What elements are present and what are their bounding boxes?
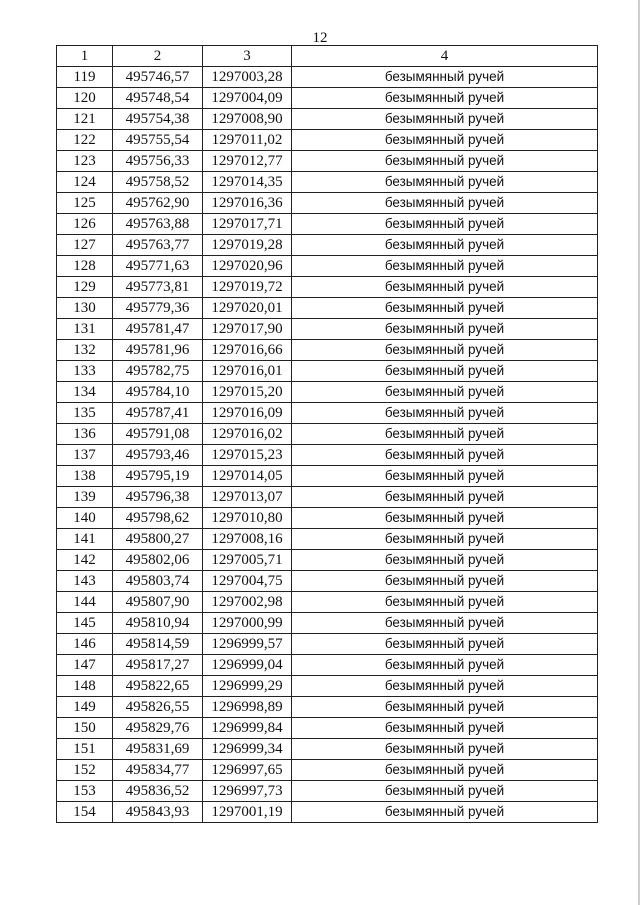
table-row bbox=[57, 508, 598, 529]
table-row bbox=[57, 655, 598, 676]
x-coordinate-cell: 495746,57 bbox=[113, 67, 203, 88]
table-row bbox=[57, 382, 598, 403]
table-row bbox=[57, 193, 598, 214]
y-coordinate-cell: 1297019,28 bbox=[203, 235, 292, 256]
x-coordinate-cell: 495758,52 bbox=[113, 172, 203, 193]
description-cell: безымянный ручей bbox=[292, 739, 598, 760]
description-cell: безымянный ручей bbox=[292, 466, 598, 487]
table-row bbox=[57, 676, 598, 697]
description-cell: безымянный ручей bbox=[292, 277, 598, 298]
x-coordinate-cell: 495843,93 bbox=[113, 802, 203, 823]
y-coordinate-cell: 1297016,01 bbox=[203, 361, 292, 382]
x-coordinate-cell: 495795,19 bbox=[113, 466, 203, 487]
table-row bbox=[57, 361, 598, 382]
y-coordinate-cell: 1297011,02 bbox=[203, 130, 292, 151]
description-cell: безымянный ручей bbox=[292, 256, 598, 277]
table-body bbox=[57, 67, 598, 823]
description-cell: безымянный ручей bbox=[292, 487, 598, 508]
table-row bbox=[57, 613, 598, 634]
x-coordinate-cell: 495810,94 bbox=[113, 613, 203, 634]
x-coordinate-cell: 495781,96 bbox=[113, 340, 203, 361]
description-cell: безымянный ручей bbox=[292, 403, 598, 424]
y-coordinate-cell: 1296999,04 bbox=[203, 655, 292, 676]
description-cell: безымянный ручей bbox=[292, 193, 598, 214]
table-row bbox=[57, 277, 598, 298]
x-coordinate-cell: 495814,59 bbox=[113, 634, 203, 655]
x-coordinate-cell: 495829,76 bbox=[113, 718, 203, 739]
y-coordinate-cell: 1297016,09 bbox=[203, 403, 292, 424]
x-coordinate-cell: 495791,08 bbox=[113, 424, 203, 445]
column-header-description: 4 bbox=[292, 46, 598, 67]
table-row bbox=[57, 739, 598, 760]
x-coordinate-cell: 495748,54 bbox=[113, 88, 203, 109]
table-row bbox=[57, 529, 598, 550]
y-coordinate-cell: 1297012,77 bbox=[203, 151, 292, 172]
point-number-cell: 137 bbox=[57, 445, 113, 466]
description-cell: безымянный ручей bbox=[292, 214, 598, 235]
x-coordinate-cell: 495773,81 bbox=[113, 277, 203, 298]
table-row bbox=[57, 67, 598, 88]
table-row bbox=[57, 298, 598, 319]
x-coordinate-cell: 495763,77 bbox=[113, 235, 203, 256]
y-coordinate-cell: 1297015,23 bbox=[203, 445, 292, 466]
y-coordinate-cell: 1297017,90 bbox=[203, 319, 292, 340]
description-cell: безымянный ручей bbox=[292, 550, 598, 571]
description-cell: безымянный ручей bbox=[292, 67, 598, 88]
point-number-cell: 153 bbox=[57, 781, 113, 802]
point-number-cell: 124 bbox=[57, 172, 113, 193]
table-header bbox=[57, 46, 598, 67]
point-number-cell: 142 bbox=[57, 550, 113, 571]
y-coordinate-cell: 1297014,35 bbox=[203, 172, 292, 193]
point-number-cell: 141 bbox=[57, 529, 113, 550]
table-row bbox=[57, 634, 598, 655]
y-coordinate-cell: 1296999,84 bbox=[203, 718, 292, 739]
column-header-y: 3 bbox=[203, 46, 292, 67]
y-coordinate-cell: 1296997,65 bbox=[203, 760, 292, 781]
point-number-cell: 119 bbox=[57, 67, 113, 88]
description-cell: безымянный ручей bbox=[292, 88, 598, 109]
point-number-cell: 127 bbox=[57, 235, 113, 256]
point-number-cell: 152 bbox=[57, 760, 113, 781]
y-coordinate-cell: 1297016,02 bbox=[203, 424, 292, 445]
table-row bbox=[57, 256, 598, 277]
y-coordinate-cell: 1297005,71 bbox=[203, 550, 292, 571]
y-coordinate-cell: 1296999,29 bbox=[203, 676, 292, 697]
table-row bbox=[57, 550, 598, 571]
table-row bbox=[57, 214, 598, 235]
point-number-cell: 136 bbox=[57, 424, 113, 445]
x-coordinate-cell: 495803,74 bbox=[113, 571, 203, 592]
header-row bbox=[57, 46, 598, 67]
table-row bbox=[57, 487, 598, 508]
table-row bbox=[57, 172, 598, 193]
column-header-x: 2 bbox=[113, 46, 203, 67]
y-coordinate-cell: 1297001,19 bbox=[203, 802, 292, 823]
y-coordinate-cell: 1297004,09 bbox=[203, 88, 292, 109]
table-row bbox=[57, 151, 598, 172]
x-coordinate-cell: 495800,27 bbox=[113, 529, 203, 550]
point-number-cell: 143 bbox=[57, 571, 113, 592]
point-number-cell: 120 bbox=[57, 88, 113, 109]
point-number-cell: 122 bbox=[57, 130, 113, 151]
point-number-cell: 147 bbox=[57, 655, 113, 676]
description-cell: безымянный ручей bbox=[292, 319, 598, 340]
description-cell: безымянный ручей bbox=[292, 676, 598, 697]
x-coordinate-cell: 495781,47 bbox=[113, 319, 203, 340]
x-coordinate-cell: 495807,90 bbox=[113, 592, 203, 613]
x-coordinate-cell: 495817,27 bbox=[113, 655, 203, 676]
table-row bbox=[57, 718, 598, 739]
x-coordinate-cell: 495836,52 bbox=[113, 781, 203, 802]
table-row bbox=[57, 592, 598, 613]
page-number: 12 bbox=[312, 30, 328, 46]
y-coordinate-cell: 1297010,80 bbox=[203, 508, 292, 529]
description-cell: безымянный ручей bbox=[292, 151, 598, 172]
description-cell: безымянный ручей bbox=[292, 382, 598, 403]
x-coordinate-cell: 495771,63 bbox=[113, 256, 203, 277]
point-number-cell: 139 bbox=[57, 487, 113, 508]
y-coordinate-cell: 1297020,96 bbox=[203, 256, 292, 277]
description-cell: безымянный ручей bbox=[292, 445, 598, 466]
table-row bbox=[57, 130, 598, 151]
description-cell: безымянный ручей bbox=[292, 235, 598, 256]
point-number-cell: 145 bbox=[57, 613, 113, 634]
description-cell: безымянный ручей bbox=[292, 109, 598, 130]
description-cell: безымянный ручей bbox=[292, 592, 598, 613]
x-coordinate-cell: 495796,38 bbox=[113, 487, 203, 508]
point-number-cell: 151 bbox=[57, 739, 113, 760]
table-row bbox=[57, 340, 598, 361]
y-coordinate-cell: 1297000,99 bbox=[203, 613, 292, 634]
point-number-cell: 131 bbox=[57, 319, 113, 340]
table-row bbox=[57, 802, 598, 823]
y-coordinate-cell: 1297016,66 bbox=[203, 340, 292, 361]
point-number-cell: 149 bbox=[57, 697, 113, 718]
point-number-cell: 144 bbox=[57, 592, 113, 613]
x-coordinate-cell: 495754,38 bbox=[113, 109, 203, 130]
y-coordinate-cell: 1297014,05 bbox=[203, 466, 292, 487]
x-coordinate-cell: 495755,54 bbox=[113, 130, 203, 151]
y-coordinate-cell: 1296999,57 bbox=[203, 634, 292, 655]
description-cell: безымянный ручей bbox=[292, 361, 598, 382]
y-coordinate-cell: 1297020,01 bbox=[203, 298, 292, 319]
point-number-cell: 123 bbox=[57, 151, 113, 172]
table-row bbox=[57, 319, 598, 340]
description-cell: безымянный ручей bbox=[292, 718, 598, 739]
table-row bbox=[57, 424, 598, 445]
point-number-cell: 140 bbox=[57, 508, 113, 529]
x-coordinate-cell: 495822,65 bbox=[113, 676, 203, 697]
x-coordinate-cell: 495782,75 bbox=[113, 361, 203, 382]
description-cell: безымянный ручей bbox=[292, 697, 598, 718]
point-number-cell: 126 bbox=[57, 214, 113, 235]
table-row bbox=[57, 781, 598, 802]
table-row bbox=[57, 466, 598, 487]
table-row bbox=[57, 760, 598, 781]
description-cell: безымянный ручей bbox=[292, 571, 598, 592]
table-row bbox=[57, 88, 598, 109]
description-cell: безымянный ручей bbox=[292, 802, 598, 823]
y-coordinate-cell: 1297008,90 bbox=[203, 109, 292, 130]
y-coordinate-cell: 1297015,20 bbox=[203, 382, 292, 403]
point-number-cell: 133 bbox=[57, 361, 113, 382]
description-cell: безымянный ручей bbox=[292, 781, 598, 802]
y-coordinate-cell: 1297008,16 bbox=[203, 529, 292, 550]
point-number-cell: 148 bbox=[57, 676, 113, 697]
y-coordinate-cell: 1297017,71 bbox=[203, 214, 292, 235]
point-number-cell: 121 bbox=[57, 109, 113, 130]
point-number-cell: 150 bbox=[57, 718, 113, 739]
point-number-cell: 128 bbox=[57, 256, 113, 277]
point-number-cell: 146 bbox=[57, 634, 113, 655]
table-row bbox=[57, 571, 598, 592]
table-row bbox=[57, 403, 598, 424]
x-coordinate-cell: 495831,69 bbox=[113, 739, 203, 760]
point-number-cell: 125 bbox=[57, 193, 113, 214]
y-coordinate-cell: 1297019,72 bbox=[203, 277, 292, 298]
description-cell: безымянный ручей bbox=[292, 613, 598, 634]
description-cell: безымянный ручей bbox=[292, 172, 598, 193]
coordinates-table bbox=[56, 45, 598, 823]
description-cell: безымянный ручей bbox=[292, 298, 598, 319]
description-cell: безымянный ручей bbox=[292, 634, 598, 655]
x-coordinate-cell: 495834,77 bbox=[113, 760, 203, 781]
point-number-cell: 138 bbox=[57, 466, 113, 487]
x-coordinate-cell: 495798,62 bbox=[113, 508, 203, 529]
y-coordinate-cell: 1296997,73 bbox=[203, 781, 292, 802]
y-coordinate-cell: 1297004,75 bbox=[203, 571, 292, 592]
x-coordinate-cell: 495787,41 bbox=[113, 403, 203, 424]
point-number-cell: 135 bbox=[57, 403, 113, 424]
table-row bbox=[57, 109, 598, 130]
x-coordinate-cell: 495762,90 bbox=[113, 193, 203, 214]
x-coordinate-cell: 495802,06 bbox=[113, 550, 203, 571]
description-cell: безымянный ручей bbox=[292, 424, 598, 445]
y-coordinate-cell: 1297013,07 bbox=[203, 487, 292, 508]
x-coordinate-cell: 495784,10 bbox=[113, 382, 203, 403]
x-coordinate-cell: 495793,46 bbox=[113, 445, 203, 466]
y-coordinate-cell: 1296998,89 bbox=[203, 697, 292, 718]
description-cell: безымянный ручей bbox=[292, 655, 598, 676]
y-coordinate-cell: 1297016,36 bbox=[203, 193, 292, 214]
description-cell: безымянный ручей bbox=[292, 130, 598, 151]
description-cell: безымянный ручей bbox=[292, 340, 598, 361]
x-coordinate-cell: 495756,33 bbox=[113, 151, 203, 172]
y-coordinate-cell: 1297003,28 bbox=[203, 67, 292, 88]
x-coordinate-cell: 495826,55 bbox=[113, 697, 203, 718]
point-number-cell: 130 bbox=[57, 298, 113, 319]
y-coordinate-cell: 1296999,34 bbox=[203, 739, 292, 760]
column-header-number: 1 bbox=[57, 46, 113, 67]
description-cell: безымянный ручей bbox=[292, 760, 598, 781]
description-cell: безымянный ручей bbox=[292, 508, 598, 529]
y-coordinate-cell: 1297002,98 bbox=[203, 592, 292, 613]
table-row bbox=[57, 235, 598, 256]
table-row bbox=[57, 697, 598, 718]
point-number-cell: 134 bbox=[57, 382, 113, 403]
point-number-cell: 132 bbox=[57, 340, 113, 361]
description-cell: безымянный ручей bbox=[292, 529, 598, 550]
x-coordinate-cell: 495779,36 bbox=[113, 298, 203, 319]
point-number-cell: 129 bbox=[57, 277, 113, 298]
point-number-cell: 154 bbox=[57, 802, 113, 823]
x-coordinate-cell: 495763,88 bbox=[113, 214, 203, 235]
table-row bbox=[57, 445, 598, 466]
